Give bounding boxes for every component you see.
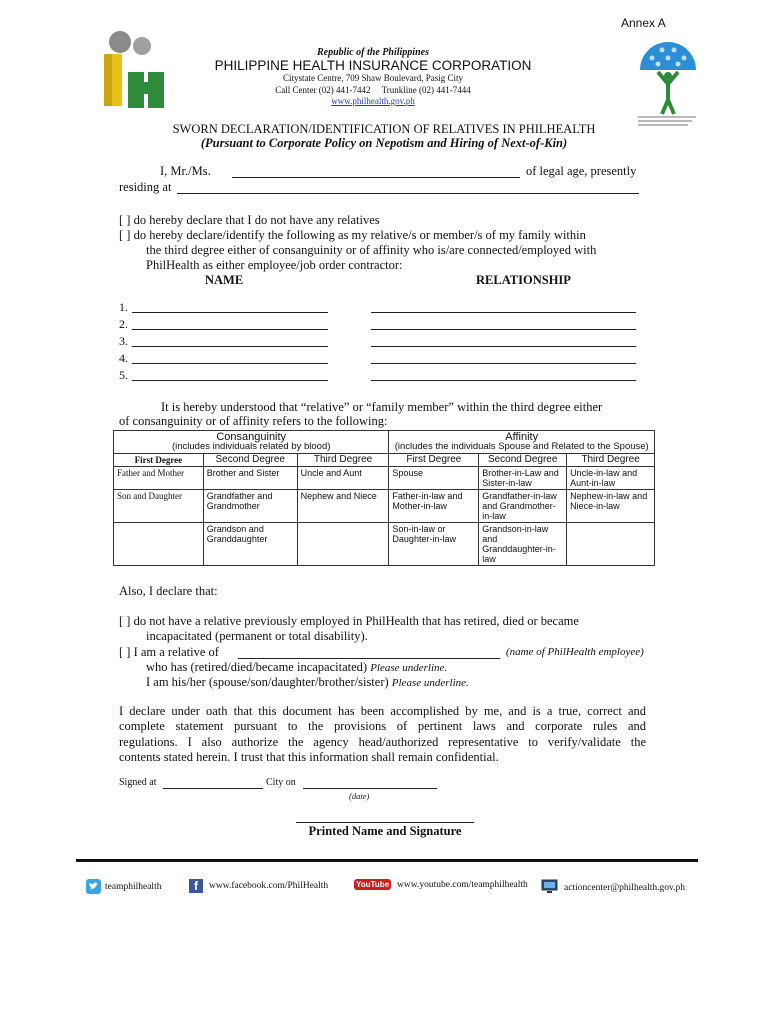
table-cell	[567, 523, 655, 566]
table-cell: Grandson and Granddaughter	[203, 523, 297, 566]
annex-label: Annex A	[621, 16, 666, 30]
employee-name-field[interactable]	[238, 658, 500, 659]
who-has-line	[146, 660, 447, 675]
option-no-former-relative-line2: incapacitated (permanent or total disability).	[146, 629, 368, 643]
table-cell: Grandfather-in-law and Grandmother-in-law	[479, 490, 567, 523]
table-header-row	[114, 454, 655, 467]
list-number: 4.	[119, 351, 128, 365]
relationship-field[interactable]	[371, 380, 636, 381]
table-cell	[297, 523, 389, 566]
signed-at-label: Signed at	[119, 777, 157, 788]
affinity-title: Affinity	[505, 431, 539, 443]
table-row	[114, 523, 655, 566]
residing-label: residing at	[119, 180, 172, 194]
relationship-column-header: RELATIONSHIP	[476, 273, 571, 287]
i-am-text: I am his/her (spouse/son/daughter/brother/sister)	[146, 675, 389, 689]
name-column-header: NAME	[205, 273, 244, 287]
twitter-handle: teamphilhealth	[105, 881, 162, 892]
understood-line2: of consanguinity or of affinity refers to the following:	[119, 414, 388, 428]
signed-at-field[interactable]	[163, 788, 263, 789]
column-header: First Degree	[389, 454, 479, 467]
table-cell: Son-in-law or Daughter-in-law	[389, 523, 479, 566]
table-cell: Brother and Sister	[203, 467, 297, 490]
list-number: 5.	[119, 368, 128, 382]
option-identify-line2: the third degree either of consanguinity or of affinity who is/are connected/employed with	[146, 243, 597, 257]
computer-icon	[541, 879, 558, 897]
email-address: actioncenter@philhealth.gov.ph	[564, 883, 686, 893]
address: Citystate Centre, 709 Shaw Boulevard, Pasig City	[283, 73, 463, 83]
relative-numbers	[119, 299, 128, 384]
column-header: Second Degree	[479, 454, 567, 467]
oath-line: regulations. I also authorize the agency head/authorized representative to verify/validate the	[119, 734, 646, 749]
email-link[interactable]	[541, 879, 685, 897]
column-header: Third Degree	[297, 454, 389, 467]
column-header: Third Degree	[567, 454, 655, 467]
table-row	[114, 490, 655, 523]
consanguinity-header	[114, 431, 389, 454]
city-on-label: City on	[266, 777, 296, 788]
contact-numbers	[200, 85, 546, 95]
facebook-link[interactable]	[189, 879, 328, 893]
relative-name-field[interactable]	[132, 363, 328, 364]
also-heading: Also, I declare that:	[119, 584, 218, 598]
universal-health-care-logo	[634, 34, 702, 130]
date-label: (date)	[349, 791, 370, 801]
employee-name-hint: (name of PhilHealth employee)	[506, 646, 644, 658]
org-name: PHILIPPINE HEALTH INSURANCE CORPORATION	[214, 58, 532, 73]
option-no-relatives[interactable]: [ ] do hereby declare that I do not have any relatives	[119, 213, 380, 227]
list-number: 1.	[119, 300, 128, 314]
name-field[interactable]	[232, 177, 520, 178]
relative-name-field[interactable]	[132, 312, 328, 313]
degree-of-relationship-table	[113, 430, 655, 566]
relationship-field[interactable]	[371, 329, 636, 330]
who-has-text: who has (retired/died/became incapacitated)	[146, 660, 368, 674]
twitter-link[interactable]	[86, 879, 161, 894]
trunkline: Trunkline (02) 441-7444	[381, 85, 471, 95]
twitter-icon	[86, 879, 101, 894]
column-header: First Degree	[114, 454, 204, 467]
facebook-icon: f	[189, 879, 203, 893]
table-row	[114, 467, 655, 490]
option-relative-of[interactable]: [ ] I am a relative of	[119, 645, 219, 659]
oath-line: complete statement pursuant to the provisions of pertinent laws and corporate rules and	[119, 719, 646, 734]
footer-divider	[76, 859, 698, 862]
relationship-field[interactable]	[371, 363, 636, 364]
relationship-field[interactable]	[371, 312, 636, 313]
table-cell: Grandfather and Grandmother	[203, 490, 297, 523]
youtube-url: www.youtube.com/teamphilhealth	[397, 879, 528, 890]
table-cell: Spouse	[389, 467, 479, 490]
understood-line1: It is hereby understood that “relative” or “family member” within the third degree either	[161, 400, 603, 414]
table-cell: Son and Daughter	[114, 490, 204, 523]
republic-line: Republic of the Philippines	[317, 47, 429, 58]
table-cell: Nephew and Niece	[297, 490, 389, 523]
table-cell: Uncle-in-law and Aunt-in-law	[567, 467, 655, 490]
affinity-header	[389, 431, 655, 454]
consanguinity-title: Consanguinity	[216, 431, 287, 443]
oath-line: I declare under oath that this document has been accomplished by me, and is a true, correct and	[119, 704, 646, 718]
table-cell: Father and Mother	[114, 467, 204, 490]
table-cell	[114, 523, 204, 566]
option-identify-line3: PhilHealth as either employee/job order contractor:	[146, 258, 403, 272]
youtube-link[interactable]	[354, 879, 528, 890]
relative-name-field[interactable]	[132, 380, 328, 381]
form-subtitle: (Pursuant to Corporate Policy on Nepotism and Hiring of Next-of-Kin)	[200, 136, 568, 150]
consanguinity-subtitle: (includes individuals related by blood)	[171, 441, 331, 452]
facebook-url: www.facebook.com/PhilHealth	[209, 881, 329, 891]
signature-field[interactable]	[296, 822, 474, 823]
table-cell: Uncle and Aunt	[297, 467, 389, 490]
website-link[interactable]: www.philhealth.gov.ph	[331, 96, 415, 106]
table-cell: Father-in-law and Mother-in-law	[389, 490, 479, 523]
list-number: 3.	[119, 334, 128, 348]
relative-name-field[interactable]	[132, 329, 328, 330]
name-prefix: I, Mr./Ms.	[160, 164, 211, 178]
option-identify-relatives[interactable]: [ ] do hereby declare/identify the following as my relative/s or member/s of my family within	[119, 228, 586, 242]
youtube-icon: YouTube	[356, 880, 390, 889]
date-field[interactable]	[303, 788, 437, 789]
philhealth-logo	[98, 30, 168, 110]
printed-name-label: Printed Name and Signature	[308, 824, 462, 838]
option-no-former-relative[interactable]: [ ] do not have a relative previously employed in PhilHealth that has retired, died or became	[119, 614, 579, 628]
who-has-hint: Please underline.	[370, 662, 448, 674]
call-center: Call Center (02) 441-7442	[275, 85, 371, 95]
affinity-subtitle: (includes the individuals Spouse and Related to the Spouse)	[394, 441, 649, 452]
oath-line: contents stated herein. I trust that this information shall remain confidential.	[119, 749, 499, 764]
list-number: 2.	[119, 317, 128, 331]
table-cell: Brother-in-Law and Sister-in-law	[479, 467, 567, 490]
relationship-field[interactable]	[371, 346, 636, 347]
i-am-line	[146, 675, 469, 690]
table-cell: Grandson-in-law and Granddaughter-in-law	[479, 523, 567, 566]
table-cell: Nephew-in-law and Niece-in-law	[567, 490, 655, 523]
legal-age-text: of legal age, presently	[526, 164, 637, 178]
relative-name-field[interactable]	[132, 346, 328, 347]
address-field[interactable]	[177, 193, 639, 194]
i-am-hint: Please underline.	[391, 677, 469, 689]
oath-paragraph	[119, 704, 646, 765]
column-header: Second Degree	[203, 454, 297, 467]
form-title: SWORN DECLARATION/IDENTIFICATION OF RELATIVES IN PHILHEALTH	[172, 122, 596, 136]
